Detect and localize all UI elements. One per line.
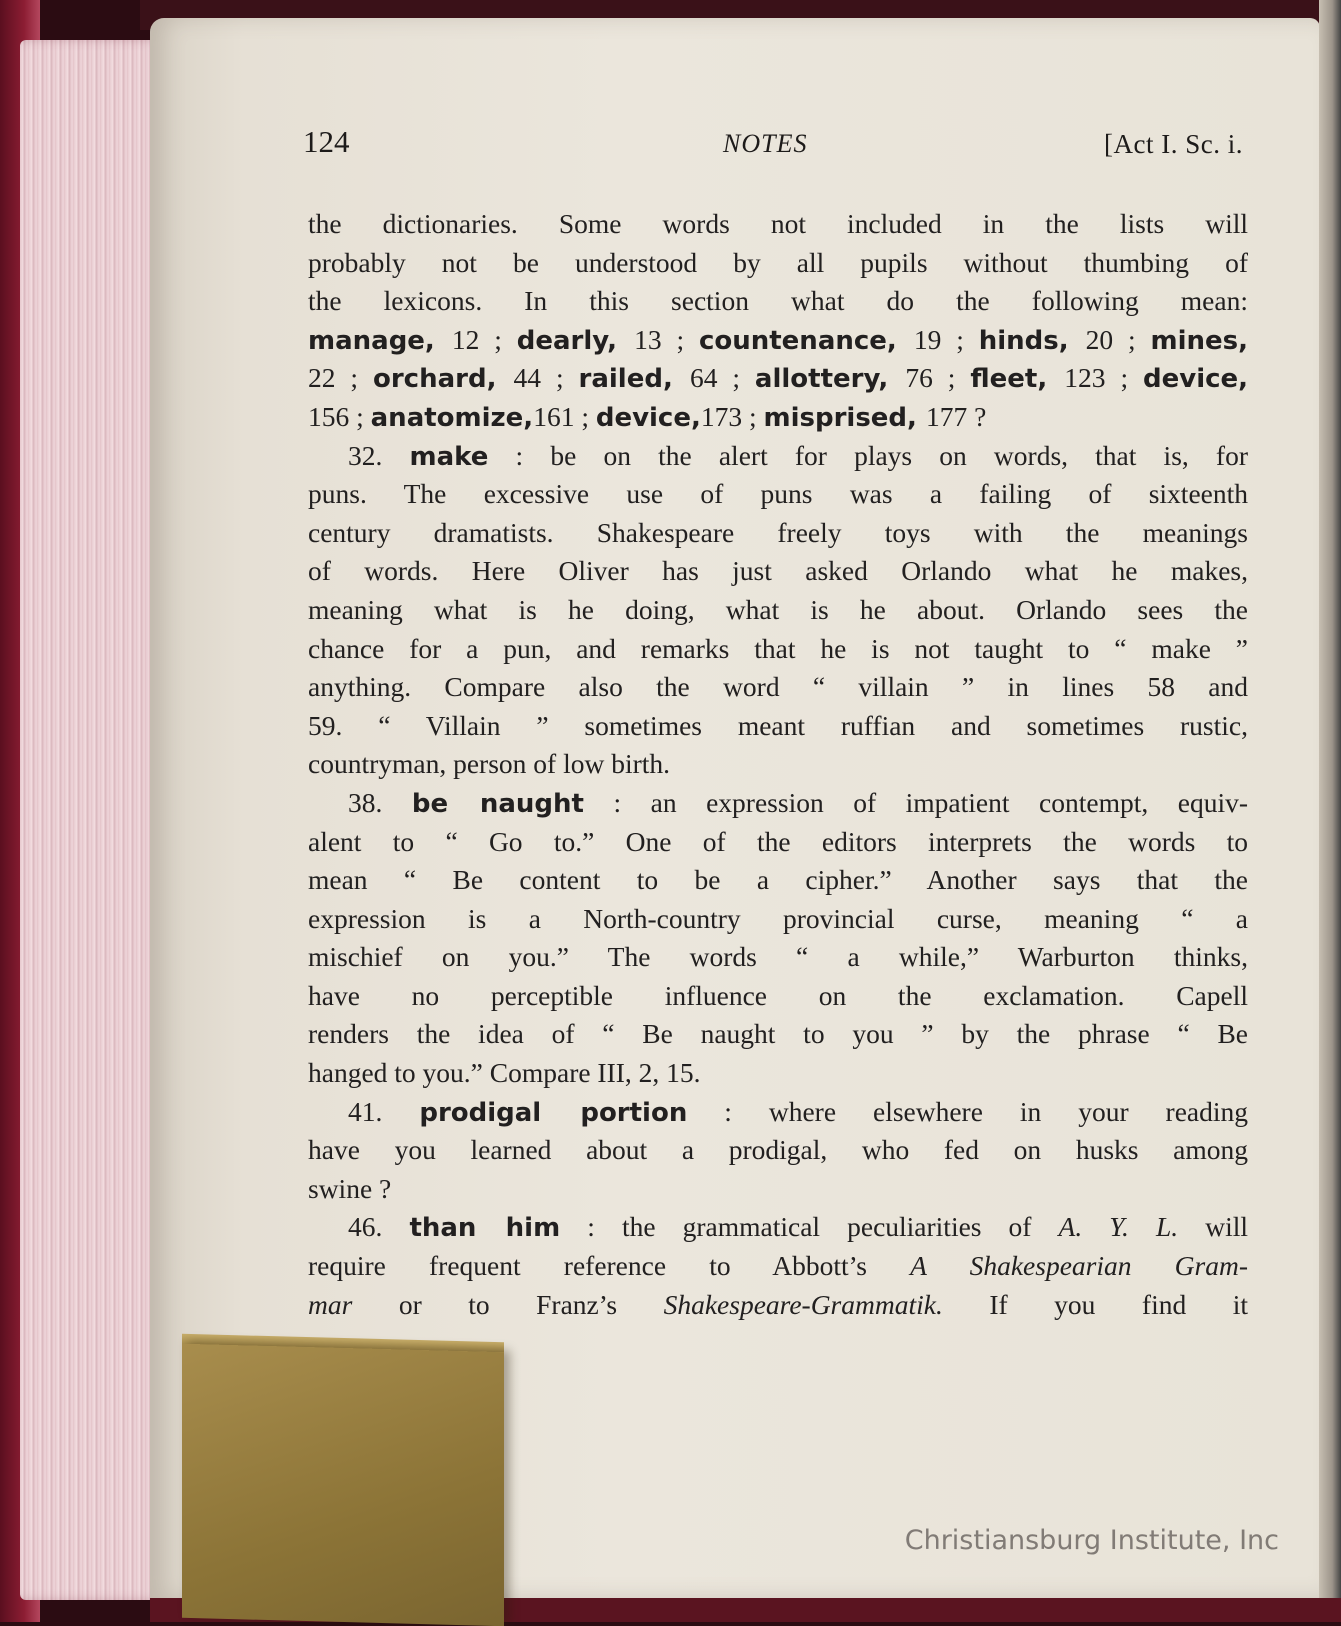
text-run: : where elsewhere in your reading xyxy=(687,1095,1248,1127)
italic-title: Shakespeare-Grammatik. xyxy=(663,1288,943,1320)
text-line xyxy=(308,784,1248,823)
glossed-term: hinds, xyxy=(978,325,1086,356)
text-line xyxy=(308,1054,1248,1093)
text-run: have you learned about a prodigal, who fed on husks among xyxy=(308,1134,1248,1166)
text-run: 123 ; xyxy=(1064,362,1144,394)
text-run: mean “ Be content to be a cipher.” Another says that the xyxy=(308,864,1248,896)
glossed-term: mines, xyxy=(1150,325,1248,356)
text-line xyxy=(308,1170,1248,1209)
page-number: 124 xyxy=(303,124,350,159)
text-line xyxy=(308,359,1248,398)
text-run: the dictionaries. Some words not included in the lists will xyxy=(308,208,1248,239)
text-run: 20 ; xyxy=(1085,323,1151,355)
italic-title: A. Y. L. xyxy=(1058,1211,1179,1243)
text-run: 161 ; xyxy=(533,400,596,432)
text-line xyxy=(308,1247,1248,1286)
book-right-edge xyxy=(1319,0,1341,1622)
glossed-term: misprised, xyxy=(763,402,926,433)
running-head xyxy=(303,124,1243,164)
text-run: 32. xyxy=(348,439,410,471)
text-run: 13 ; xyxy=(634,323,699,355)
glossed-term: anatomize, xyxy=(370,402,534,433)
glossed-term: manage, xyxy=(308,325,452,356)
text-run: swine ? xyxy=(308,1172,392,1204)
text-line xyxy=(308,321,1248,360)
glossed-term: fleet, xyxy=(970,364,1065,395)
glossed-term: dearly, xyxy=(516,325,635,356)
italic-title: mar xyxy=(308,1288,353,1320)
text-run: renders the idea of “ Be naught to you ” by the phrase “ Be xyxy=(308,1018,1248,1050)
text-line xyxy=(308,707,1248,746)
glossed-term: railed, xyxy=(578,364,690,395)
text-line xyxy=(308,745,1248,784)
glossed-term: orchard, xyxy=(372,364,514,395)
text-line xyxy=(308,938,1248,977)
text-run: or to Franz’s xyxy=(352,1288,664,1320)
text-line xyxy=(308,205,1248,244)
text-run: expression is a North-country provincial curse, meaning “ a xyxy=(308,902,1248,934)
text-run: have no perceptible influence on the exclamation. Capell xyxy=(308,979,1248,1011)
text-line xyxy=(308,861,1248,900)
text-run: 177 ? xyxy=(925,400,987,432)
text-line xyxy=(308,977,1248,1016)
text-run: 173 ; xyxy=(700,400,764,432)
text-run: : be on the alert for plays on words, that is, for xyxy=(488,439,1248,471)
text-line xyxy=(308,552,1248,591)
glossed-term: prodigal portion xyxy=(419,1097,688,1128)
text-line xyxy=(308,1286,1248,1325)
glossed-term: allottery, xyxy=(754,364,906,395)
text-run: puns. The excessive use of puns was a failing of sixteenth xyxy=(308,478,1248,510)
glossed-term: make xyxy=(409,441,489,472)
text-line xyxy=(308,1015,1248,1054)
bookmark xyxy=(182,1344,504,1626)
text-run: If you find it xyxy=(942,1288,1248,1320)
text-run: the lexicons. In this section what do the following mean: xyxy=(308,285,1248,317)
text-run: countryman, person of low birth. xyxy=(308,748,671,780)
italic-title: A Shakespearian Gram- xyxy=(910,1250,1248,1282)
text-run: will xyxy=(1178,1211,1248,1243)
text-line xyxy=(308,1131,1248,1170)
glossed-term: device, xyxy=(595,402,701,433)
text-run: hanged to you.” Compare III, 2, 15. xyxy=(308,1057,701,1089)
text-run: of words. Here Oliver has just asked Orlando what he makes, xyxy=(308,555,1248,587)
text-run: : the grammatical peculiarities of xyxy=(560,1211,1059,1243)
glossed-term: than him xyxy=(409,1213,561,1244)
text-line xyxy=(308,630,1248,669)
text-line xyxy=(308,823,1248,862)
text-run: 44 ; xyxy=(513,362,579,394)
text-run: century dramatists. Shakespeare freely toys with the meanings xyxy=(308,516,1248,548)
text-run: mischief on you.” The words “ a while,” Warburton thinks, xyxy=(308,941,1248,973)
text-run: probably not be understood by all pupils without thumbing of xyxy=(308,246,1248,278)
text-line xyxy=(308,398,1248,437)
section-title: NOTES xyxy=(723,129,808,158)
text-run: : an expression of impatient contempt, equiv- xyxy=(583,786,1248,818)
text-run: 64 ; xyxy=(689,362,755,394)
text-run: chance for a pun, and remarks that he is not taught to “ make ” xyxy=(308,632,1248,664)
text-run: 46. xyxy=(348,1211,410,1243)
act-scene-label: [Act I. Sc. i. xyxy=(1104,129,1243,159)
page-stack xyxy=(20,40,160,1600)
text-line xyxy=(308,475,1248,514)
text-line xyxy=(308,668,1248,707)
glossed-term: countenance, xyxy=(698,325,914,356)
text-run: 19 ; xyxy=(913,323,979,355)
text-run: 76 ; xyxy=(905,362,971,394)
text-line xyxy=(308,900,1248,939)
text-line xyxy=(308,437,1248,476)
text-line xyxy=(308,591,1248,630)
text-run: 59. “ Villain ” sometimes meant ruffian and sometimes rustic, xyxy=(308,709,1248,741)
text-line xyxy=(308,1208,1248,1247)
text-line xyxy=(308,514,1248,553)
text-run: alent to “ Go to.” One of the editors interprets the words to xyxy=(308,825,1248,857)
text-run: require frequent reference to Abbott’s xyxy=(308,1250,911,1282)
text-line xyxy=(308,1093,1248,1132)
text-line xyxy=(308,282,1248,321)
text-run: 38. xyxy=(348,786,412,818)
glossed-term: be naught xyxy=(411,788,584,819)
text-run: anything. Compare also the word “ villain ” in lines 58 and xyxy=(308,671,1248,703)
watermark: Christiansburg Institute, Inc xyxy=(904,1525,1279,1556)
text-run: meaning what is he doing, what is he about. Orlando sees the xyxy=(308,593,1248,625)
text-line xyxy=(308,244,1248,283)
text-run: 12 ; xyxy=(451,323,517,355)
text-run: 156 ; xyxy=(308,400,371,432)
text-run: 22 ; xyxy=(308,362,373,394)
notes-text xyxy=(308,205,1248,1324)
text-run: 41. xyxy=(348,1095,420,1127)
glossed-term: device, xyxy=(1143,364,1248,395)
